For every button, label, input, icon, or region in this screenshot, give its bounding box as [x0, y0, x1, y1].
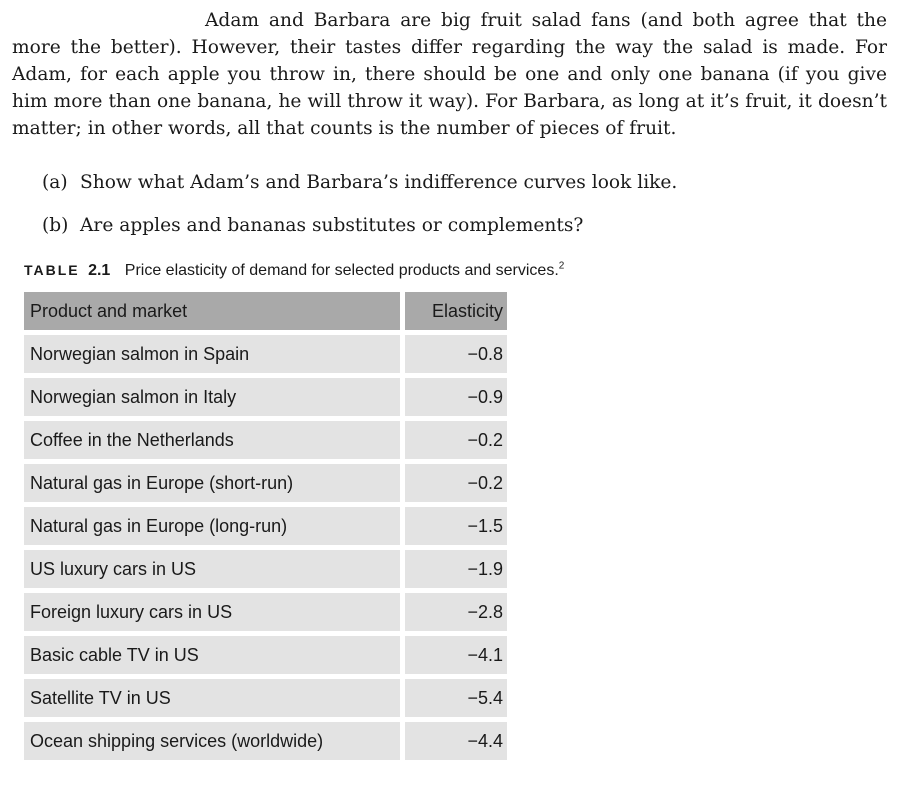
product-cell: Satellite TV in US — [24, 679, 400, 717]
table-row — [24, 593, 507, 631]
question-a — [42, 170, 677, 196]
product-cell: Norwegian salmon in Spain — [24, 335, 400, 373]
elasticity-cell: −1.9 — [405, 550, 507, 588]
table-header-row — [24, 292, 507, 330]
product-cell: US luxury cars in US — [24, 550, 400, 588]
column-header-product: Product and market — [24, 292, 400, 330]
elasticity-cell: −1.5 — [405, 507, 507, 545]
question-marker: (b) — [42, 215, 69, 236]
footnote-marker: 2 — [558, 260, 565, 272]
elasticity-table — [24, 292, 507, 760]
table-caption — [24, 259, 564, 282]
elasticity-cell: −0.2 — [405, 464, 507, 502]
product-cell: Basic cable TV in US — [24, 636, 400, 674]
table-row — [24, 507, 507, 545]
table-body — [24, 330, 507, 760]
question-text: Show what Adam’s and Barbara’s indifference curves look like. — [80, 172, 678, 193]
elasticity-cell: −4.1 — [405, 636, 507, 674]
product-cell: Foreign luxury cars in US — [24, 593, 400, 631]
product-cell: Coffee in the Netherlands — [24, 421, 400, 459]
table-row — [24, 421, 507, 459]
exercise-paragraph: Adam and Barbara are big fruit salad fans (and both agree that the more the better). However, their tastes differ regarding the way the salad is made. For Adam, for each apple you throw in, there should be one and only one banana (if you give him more than one banana, he will throw it way). For Barbara, as long at it’s fruit, it doesn’t matter; in other words, all that counts is the number of pieces of fruit. — [12, 10, 887, 139]
table-row — [24, 679, 507, 717]
table-row — [24, 378, 507, 416]
table-row — [24, 636, 507, 674]
table-row — [24, 335, 507, 373]
product-cell: Norwegian salmon in Italy — [24, 378, 400, 416]
elasticity-cell: −0.8 — [405, 335, 507, 373]
table-row — [24, 550, 507, 588]
elasticity-cell: −5.4 — [405, 679, 507, 717]
elasticity-cell: −0.2 — [405, 421, 507, 459]
product-cell: Natural gas in Europe (short-run) — [24, 464, 400, 502]
question-b — [42, 213, 583, 239]
question-marker: (a) — [42, 172, 68, 193]
elasticity-cell: −0.9 — [405, 378, 507, 416]
product-cell: Ocean shipping services (worldwide) — [24, 722, 400, 760]
table-row — [24, 722, 507, 760]
table-label: TABLE — [24, 262, 80, 278]
table-row — [24, 464, 507, 502]
table-caption-text: Price elasticity of demand for selected products and services. — [124, 262, 559, 279]
table-number: 2.1 — [88, 262, 111, 279]
column-header-elasticity: Elasticity — [405, 292, 507, 330]
product-cell: Natural gas in Europe (long-run) — [24, 507, 400, 545]
question-text: Are apples and bananas substitutes or complements? — [80, 215, 584, 236]
elasticity-cell: −2.8 — [405, 593, 507, 631]
elasticity-cell: −4.4 — [405, 722, 507, 760]
